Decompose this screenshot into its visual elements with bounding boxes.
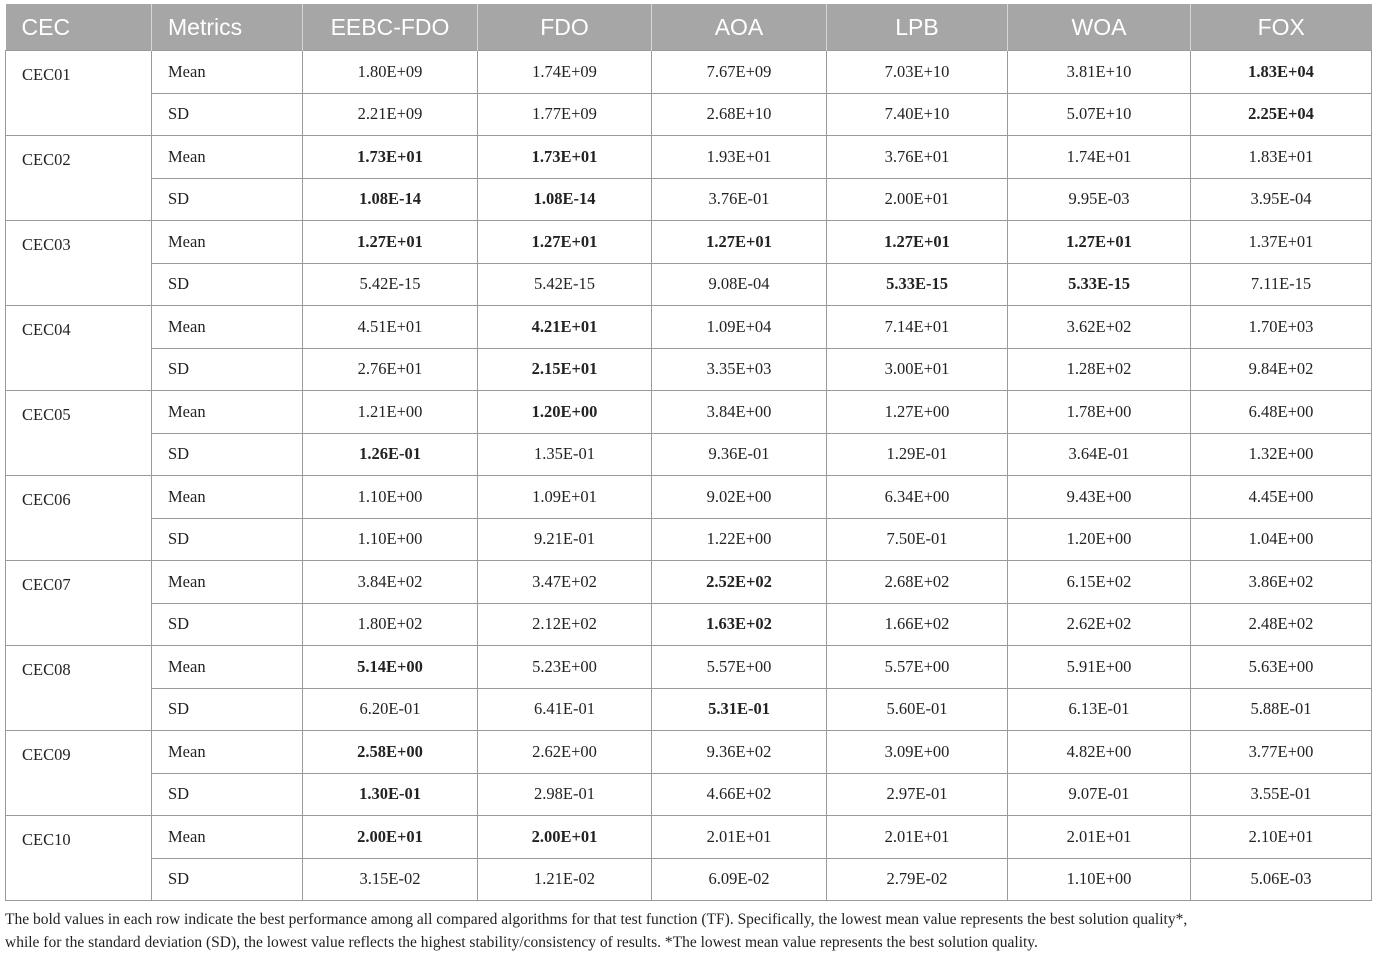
value-cell: 7.50E-01	[827, 518, 1008, 561]
value-cell: 1.29E-01	[827, 433, 1008, 476]
value-cell: 6.48E+00	[1191, 391, 1372, 434]
value-cell: 9.21E-01	[478, 518, 652, 561]
value-cell: 2.62E+02	[1008, 603, 1191, 646]
metric-label-cell: SD	[152, 178, 303, 221]
value-cell: 2.68E+10	[652, 93, 827, 136]
value-cell: 6.15E+02	[1008, 561, 1191, 604]
value-cell: 2.25E+04	[1191, 93, 1372, 136]
value-cell: 2.00E+01	[303, 816, 478, 859]
value-cell: 5.06E-03	[1191, 858, 1372, 901]
cec-label-cell: CEC07	[6, 561, 152, 646]
value-cell: 2.01E+01	[1008, 816, 1191, 859]
value-cell: 2.10E+01	[1191, 816, 1372, 859]
value-cell: 9.36E+02	[652, 731, 827, 774]
footnote-line-1: The bold values in each row indicate the best performance among all compared algorithms for that test function (TF). Specifically, the lowest mean value represents the best solution quality*,	[5, 911, 1188, 928]
value-cell: 9.43E+00	[1008, 476, 1191, 519]
cec-label-cell: CEC08	[6, 646, 152, 731]
value-cell: 1.80E+02	[303, 603, 478, 646]
value-cell: 6.20E-01	[303, 688, 478, 731]
value-cell: 2.62E+00	[478, 731, 652, 774]
value-cell: 1.21E-02	[478, 858, 652, 901]
value-cell: 3.86E+02	[1191, 561, 1372, 604]
table-row	[6, 688, 1372, 731]
results-table-container	[5, 4, 1371, 901]
metric-label-cell: Mean	[152, 476, 303, 519]
table-row	[6, 136, 1372, 179]
header-row	[6, 4, 1372, 51]
table-row	[6, 858, 1372, 901]
value-cell: 1.20E+00	[1008, 518, 1191, 561]
value-cell: 5.42E-15	[478, 263, 652, 306]
metric-label-cell: SD	[152, 348, 303, 391]
value-cell: 2.48E+02	[1191, 603, 1372, 646]
table-row	[6, 518, 1372, 561]
table-row	[6, 731, 1372, 774]
value-cell: 7.67E+09	[652, 51, 827, 94]
value-cell: 5.33E-15	[827, 263, 1008, 306]
value-cell: 3.81E+10	[1008, 51, 1191, 94]
table-row	[6, 476, 1372, 519]
value-cell: 3.55E-01	[1191, 773, 1372, 816]
table-row	[6, 221, 1372, 264]
value-cell: 7.11E-15	[1191, 263, 1372, 306]
value-cell: 4.51E+01	[303, 306, 478, 349]
value-cell: 2.79E-02	[827, 858, 1008, 901]
cec-label-cell: CEC02	[6, 136, 152, 221]
metric-label-cell: SD	[152, 688, 303, 731]
metric-label-cell: SD	[152, 773, 303, 816]
metric-label-cell: Mean	[152, 51, 303, 94]
metric-label-cell: Mean	[152, 306, 303, 349]
value-cell: 5.07E+10	[1008, 93, 1191, 136]
value-cell: 4.21E+01	[478, 306, 652, 349]
value-cell: 1.30E-01	[303, 773, 478, 816]
value-cell: 1.26E-01	[303, 433, 478, 476]
table-row	[6, 773, 1372, 816]
metric-label-cell: SD	[152, 858, 303, 901]
value-cell: 1.35E-01	[478, 433, 652, 476]
metric-label-cell: Mean	[152, 391, 303, 434]
value-cell: 1.04E+00	[1191, 518, 1372, 561]
metric-label-cell: SD	[152, 433, 303, 476]
value-cell: 1.63E+02	[652, 603, 827, 646]
metric-label-cell: SD	[152, 263, 303, 306]
table-row	[6, 391, 1372, 434]
value-cell: 1.74E+01	[1008, 136, 1191, 179]
table-row	[6, 51, 1372, 94]
cec-label-cell: CEC10	[6, 816, 152, 901]
value-cell: 5.14E+00	[303, 646, 478, 689]
table-row	[6, 348, 1372, 391]
value-cell: 1.10E+00	[1008, 858, 1191, 901]
table-body	[6, 51, 1372, 901]
footnote-line-2: while for the standard deviation (SD), the lowest value reflects the highest stability/consistency of results. *The lowest mean value represents the best solution quality.	[5, 934, 1038, 951]
value-cell: 2.01E+01	[827, 816, 1008, 859]
value-cell: 1.73E+01	[303, 136, 478, 179]
metric-label-cell: Mean	[152, 646, 303, 689]
cec-label-cell: CEC06	[6, 476, 152, 561]
table-row	[6, 646, 1372, 689]
value-cell: 5.63E+00	[1191, 646, 1372, 689]
value-cell: 5.60E-01	[827, 688, 1008, 731]
value-cell: 1.74E+09	[478, 51, 652, 94]
value-cell: 4.66E+02	[652, 773, 827, 816]
value-cell: 2.52E+02	[652, 561, 827, 604]
value-cell: 3.76E-01	[652, 178, 827, 221]
value-cell: 1.08E-14	[478, 178, 652, 221]
value-cell: 5.33E-15	[1008, 263, 1191, 306]
metric-label-cell: Mean	[152, 221, 303, 264]
metric-label-cell: Mean	[152, 816, 303, 859]
cec-label-cell: CEC05	[6, 391, 152, 476]
metric-label-cell: Mean	[152, 561, 303, 604]
value-cell: 9.84E+02	[1191, 348, 1372, 391]
value-cell: 1.70E+03	[1191, 306, 1372, 349]
value-cell: 7.14E+01	[827, 306, 1008, 349]
value-cell: 4.82E+00	[1008, 731, 1191, 774]
value-cell: 2.15E+01	[478, 348, 652, 391]
value-cell: 2.21E+09	[303, 93, 478, 136]
value-cell: 3.77E+00	[1191, 731, 1372, 774]
value-cell: 1.28E+02	[1008, 348, 1191, 391]
header-fdo: FDO	[478, 4, 652, 51]
header-lpb: LPB	[827, 4, 1008, 51]
value-cell: 9.95E-03	[1008, 178, 1191, 221]
value-cell: 3.95E-04	[1191, 178, 1372, 221]
value-cell: 7.03E+10	[827, 51, 1008, 94]
value-cell: 1.77E+09	[478, 93, 652, 136]
value-cell: 1.27E+01	[303, 221, 478, 264]
value-cell: 1.27E+00	[827, 391, 1008, 434]
table-row	[6, 561, 1372, 604]
value-cell: 1.09E+04	[652, 306, 827, 349]
value-cell: 2.76E+01	[303, 348, 478, 391]
value-cell: 1.10E+00	[303, 518, 478, 561]
value-cell: 3.62E+02	[1008, 306, 1191, 349]
value-cell: 5.57E+00	[652, 646, 827, 689]
value-cell: 3.84E+02	[303, 561, 478, 604]
value-cell: 1.37E+01	[1191, 221, 1372, 264]
value-cell: 1.10E+00	[303, 476, 478, 519]
value-cell: 3.47E+02	[478, 561, 652, 604]
value-cell: 7.40E+10	[827, 93, 1008, 136]
value-cell: 6.41E-01	[478, 688, 652, 731]
metric-label-cell: Mean	[152, 136, 303, 179]
value-cell: 2.98E-01	[478, 773, 652, 816]
value-cell: 2.01E+01	[652, 816, 827, 859]
table-row	[6, 178, 1372, 221]
value-cell: 1.32E+00	[1191, 433, 1372, 476]
value-cell: 2.97E-01	[827, 773, 1008, 816]
value-cell: 2.68E+02	[827, 561, 1008, 604]
cec-label-cell: CEC04	[6, 306, 152, 391]
table-row	[6, 93, 1372, 136]
value-cell: 9.36E-01	[652, 433, 827, 476]
value-cell: 1.22E+00	[652, 518, 827, 561]
value-cell: 9.07E-01	[1008, 773, 1191, 816]
metric-label-cell: Mean	[152, 731, 303, 774]
value-cell: 5.23E+00	[478, 646, 652, 689]
value-cell: 1.73E+01	[478, 136, 652, 179]
value-cell: 1.27E+01	[827, 221, 1008, 264]
table-row	[6, 263, 1372, 306]
header-eebc-fdo: EEBC-FDO	[303, 4, 478, 51]
cec-label-cell: CEC03	[6, 221, 152, 306]
metric-label-cell: SD	[152, 603, 303, 646]
value-cell: 5.88E-01	[1191, 688, 1372, 731]
value-cell: 6.13E-01	[1008, 688, 1191, 731]
value-cell: 3.15E-02	[303, 858, 478, 901]
value-cell: 3.76E+01	[827, 136, 1008, 179]
header-cec: CEC	[6, 4, 152, 51]
value-cell: 2.58E+00	[303, 731, 478, 774]
value-cell: 1.21E+00	[303, 391, 478, 434]
value-cell: 6.34E+00	[827, 476, 1008, 519]
value-cell: 1.83E+04	[1191, 51, 1372, 94]
value-cell: 3.35E+03	[652, 348, 827, 391]
value-cell: 4.45E+00	[1191, 476, 1372, 519]
value-cell: 9.08E-04	[652, 263, 827, 306]
value-cell: 5.57E+00	[827, 646, 1008, 689]
value-cell: 1.20E+00	[478, 391, 652, 434]
table-footnote	[5, 908, 1371, 954]
value-cell: 1.83E+01	[1191, 136, 1372, 179]
table-row	[6, 816, 1372, 859]
metric-label-cell: SD	[152, 93, 303, 136]
header-woa: WOA	[1008, 4, 1191, 51]
table-row	[6, 433, 1372, 476]
results-table	[5, 4, 1372, 901]
value-cell: 2.00E+01	[827, 178, 1008, 221]
value-cell: 2.12E+02	[478, 603, 652, 646]
value-cell: 5.91E+00	[1008, 646, 1191, 689]
value-cell: 3.00E+01	[827, 348, 1008, 391]
metric-label-cell: SD	[152, 518, 303, 561]
value-cell: 1.27E+01	[652, 221, 827, 264]
value-cell: 5.31E-01	[652, 688, 827, 731]
table-header	[6, 4, 1372, 51]
value-cell: 3.84E+00	[652, 391, 827, 434]
value-cell: 3.64E-01	[1008, 433, 1191, 476]
value-cell: 9.02E+00	[652, 476, 827, 519]
cec-label-cell: CEC09	[6, 731, 152, 816]
value-cell: 5.42E-15	[303, 263, 478, 306]
value-cell: 1.93E+01	[652, 136, 827, 179]
header-metrics: Metrics	[152, 4, 303, 51]
value-cell: 1.27E+01	[478, 221, 652, 264]
value-cell: 1.27E+01	[1008, 221, 1191, 264]
header-aoa: AOA	[652, 4, 827, 51]
value-cell: 1.09E+01	[478, 476, 652, 519]
value-cell: 1.80E+09	[303, 51, 478, 94]
table-row	[6, 306, 1372, 349]
header-fox: FOX	[1191, 4, 1372, 51]
value-cell: 1.66E+02	[827, 603, 1008, 646]
value-cell: 1.78E+00	[1008, 391, 1191, 434]
value-cell: 2.00E+01	[478, 816, 652, 859]
value-cell: 3.09E+00	[827, 731, 1008, 774]
value-cell: 6.09E-02	[652, 858, 827, 901]
value-cell: 1.08E-14	[303, 178, 478, 221]
cec-label-cell: CEC01	[6, 51, 152, 136]
table-row	[6, 603, 1372, 646]
